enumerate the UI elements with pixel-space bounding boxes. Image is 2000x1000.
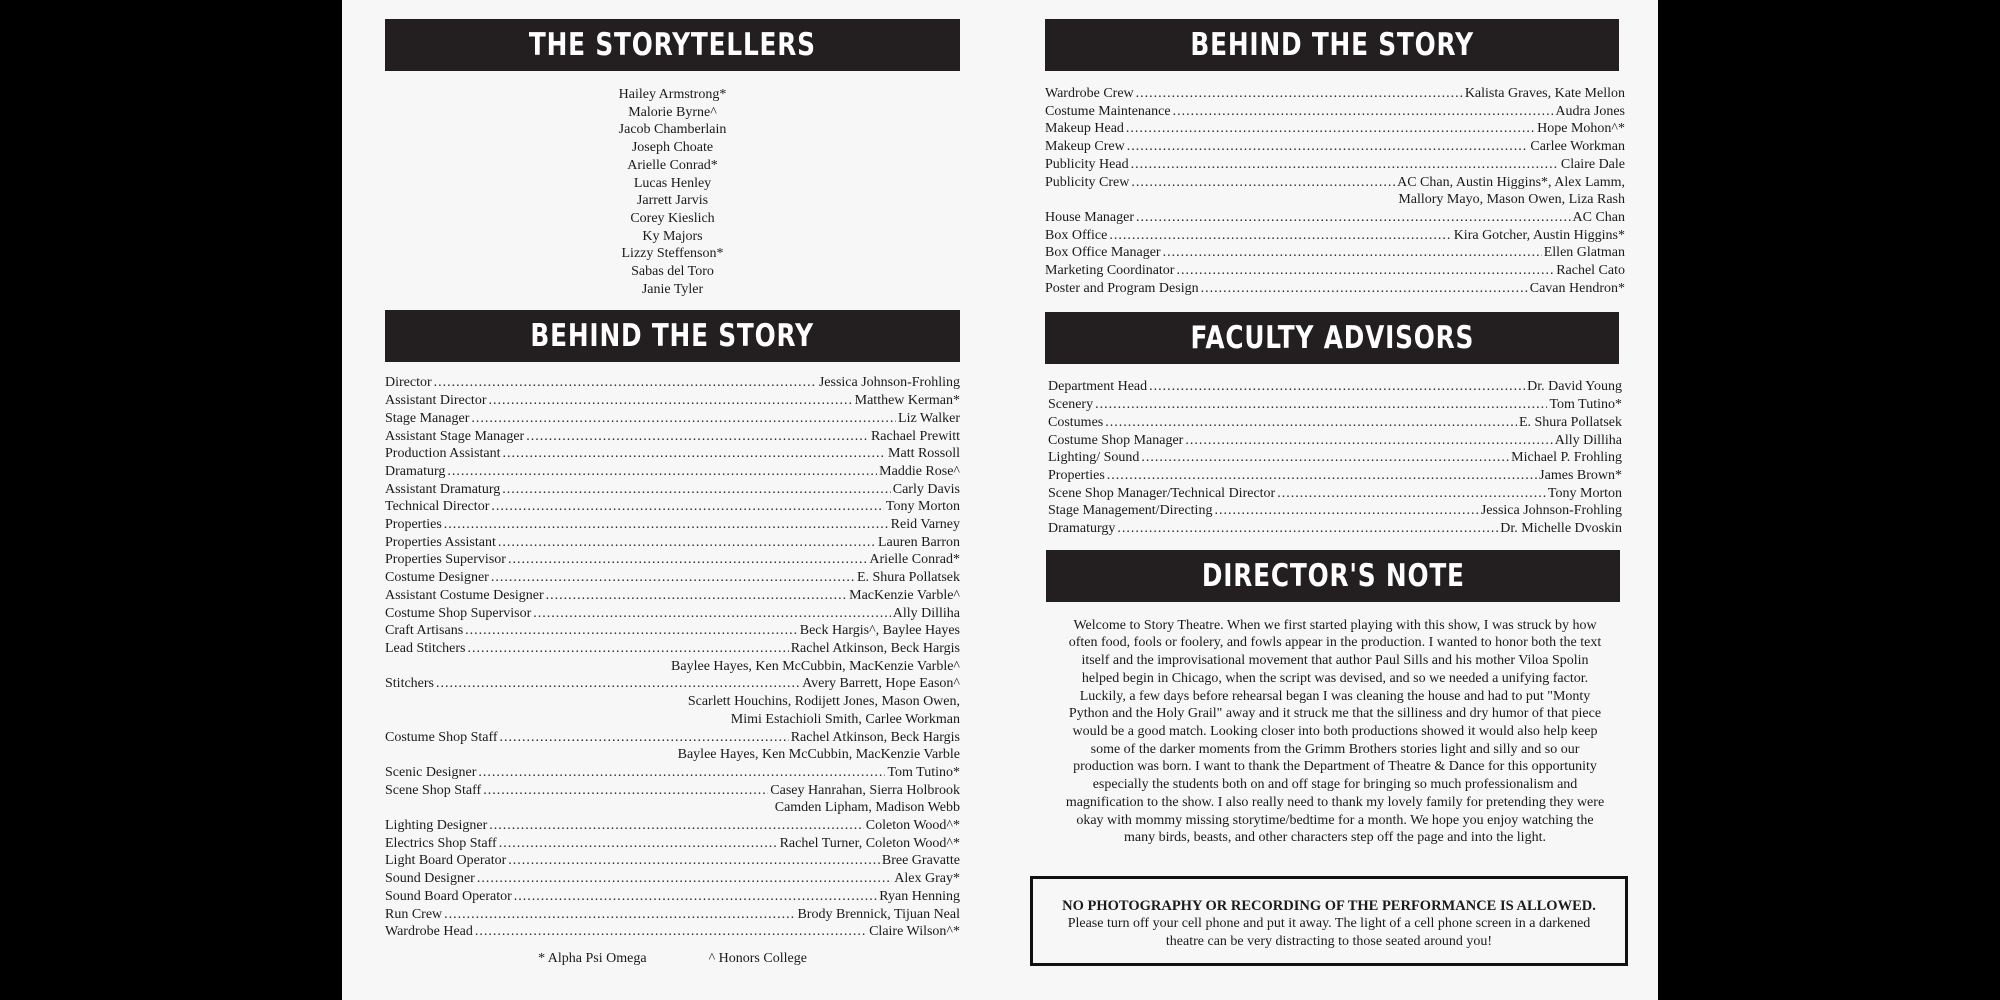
dot-leader xyxy=(1201,280,1528,298)
dot-leader xyxy=(488,392,852,410)
credit-row xyxy=(385,852,960,870)
dot-leader xyxy=(444,516,889,534)
credit-row xyxy=(385,835,960,853)
credit-name: Ryan Henning xyxy=(879,888,960,904)
faculty-title: FACULTY ADVISORS xyxy=(1190,320,1474,357)
note-line: some of the darker moments from the Grimm Brothers stories light and silly and so our xyxy=(1090,741,1580,757)
credit-row xyxy=(1048,502,1622,520)
credit-name: Tom Tutino* xyxy=(1549,397,1622,413)
credit-name: AC Chan xyxy=(1572,209,1625,225)
dot-leader xyxy=(500,729,789,747)
credit-name: Dr. David Young xyxy=(1527,379,1622,395)
dot-leader xyxy=(465,622,798,640)
credit-role: Production Assistant xyxy=(385,446,501,462)
dot-leader xyxy=(1141,449,1509,467)
behind-story-banner-left xyxy=(385,310,960,362)
dot-leader xyxy=(503,445,887,463)
credit-row xyxy=(385,729,960,747)
credit-name: Claire Dale xyxy=(1560,156,1625,172)
credit-name: Ellen Glatman xyxy=(1543,245,1625,261)
credit-name: Carlee Workman xyxy=(1530,139,1625,155)
credit-role: Scene Shop Staff xyxy=(385,782,482,798)
credit-role: Costumes xyxy=(1048,414,1104,430)
dot-leader xyxy=(502,481,891,499)
credit-name: Baylee Hayes, Ken McCubbin, MacKenzie Varble^ xyxy=(671,658,960,674)
credit-row xyxy=(1045,138,1625,156)
dot-leader xyxy=(1277,485,1546,503)
cast-list xyxy=(385,86,960,298)
footnote xyxy=(385,951,960,967)
credit-role: House Manager xyxy=(1045,209,1135,225)
cast-member: Hailey Armstrong* xyxy=(618,87,727,102)
credit-role: Assistant Stage Manager xyxy=(385,428,525,444)
credit-row xyxy=(385,870,960,888)
credit-role: Marketing Coordinator xyxy=(1045,263,1175,279)
credit-role: Run Crew xyxy=(385,906,443,922)
footnote-alpha-psi-omega: * Alpha Psi Omega xyxy=(538,950,647,966)
dot-leader xyxy=(491,498,884,516)
dot-leader xyxy=(533,605,890,623)
credit-name: Coleton Wood^* xyxy=(865,818,960,834)
credit-name: Kalista Graves, Kate Mellon xyxy=(1464,86,1625,101)
credit-name: Liz Walker xyxy=(898,410,960,426)
credit-row xyxy=(1045,174,1625,192)
credit-row xyxy=(385,622,960,640)
credit-row xyxy=(1045,120,1625,138)
credit-continuation xyxy=(385,693,960,711)
credit-name: Tony Morton xyxy=(1547,485,1622,501)
credit-row xyxy=(385,374,960,392)
cast-member: Arielle Conrad* xyxy=(627,157,718,173)
dot-leader xyxy=(1185,432,1552,450)
credit-name: Rachel Turner, Coleton Wood^* xyxy=(779,835,960,851)
credit-name: Jessica Johnson-Frohling xyxy=(818,375,960,391)
dot-leader xyxy=(499,835,778,853)
credit-row xyxy=(385,410,960,428)
credit-continuation xyxy=(385,746,960,764)
credit-name: Claire Wilson^* xyxy=(869,924,960,940)
faculty-credits xyxy=(1045,378,1625,537)
credit-role: Makeup Crew xyxy=(1045,139,1125,155)
dot-leader xyxy=(475,923,867,941)
credit-row xyxy=(385,817,960,835)
dot-leader xyxy=(1131,174,1395,192)
credit-name: E. Shura Pollatsek xyxy=(1518,414,1622,430)
credit-row xyxy=(1048,467,1622,485)
dot-leader xyxy=(483,782,768,800)
note-line: especially the students both on and off stage for bringing so much professionalism and xyxy=(1092,777,1578,793)
note-line: production was born. I want to thank the Department of Theatre & Dance for this opportunity xyxy=(1073,759,1597,775)
credit-role: Lead Stitchers xyxy=(385,640,466,656)
credit-role: Department Head xyxy=(1048,379,1148,395)
credit-row xyxy=(1048,520,1622,538)
dot-leader xyxy=(447,463,877,481)
faculty-banner xyxy=(1045,312,1619,364)
credit-name: Reid Varney xyxy=(890,517,960,533)
credit-row xyxy=(385,906,960,924)
credit-row xyxy=(1045,262,1625,280)
cast-member: Ky Majors xyxy=(642,228,703,244)
credit-role: Wardrobe Head xyxy=(385,924,473,940)
credit-role: Electrics Shop Staff xyxy=(385,835,497,851)
cast-member: Janie Tyler xyxy=(641,281,704,297)
credit-row xyxy=(1045,103,1625,121)
notice-line-1: Please turn off your cell phone and put it away. The light of a cell phone screen in a darkened xyxy=(1067,916,1591,931)
dot-leader xyxy=(1163,244,1542,262)
note-line: Luckily, a few days before rehearsal began I was cleaning the house and had to put "Monty xyxy=(1079,688,1591,704)
note-line: Welcome to Story Theatre. When we first started playing with this show, I was struck by how xyxy=(1073,617,1597,633)
credit-role: Properties Supervisor xyxy=(385,552,506,568)
credit-name: Scarlett Houchins, Rodijett Jones, Mason Owen, xyxy=(687,694,960,710)
crew-credits-left xyxy=(385,374,960,941)
credit-row xyxy=(1045,85,1625,103)
dot-leader xyxy=(491,569,855,587)
credit-row xyxy=(1048,432,1622,450)
note-line: Python and the Holy Grail" away and it struck me that the silliness and dry humor of that piece xyxy=(1068,706,1602,722)
credit-role: Stage Manager xyxy=(385,410,470,426)
program-spread xyxy=(342,0,1658,1000)
footnote-honors-college: ^ Honors College xyxy=(708,950,807,966)
credit-role: Stitchers xyxy=(385,676,434,692)
dot-leader xyxy=(1136,209,1570,227)
credit-name: Casey Hanrahan, Sierra Holbrook xyxy=(770,782,960,798)
credit-name: Baylee Hayes, Ken McCubbin, MacKenzie Varble xyxy=(677,747,960,763)
behind-story-title-right: BEHIND THE STORY xyxy=(1190,27,1474,63)
dot-leader xyxy=(1136,85,1463,103)
credit-role: Makeup Head xyxy=(1045,121,1124,137)
credit-role: Properties xyxy=(1048,467,1105,483)
dot-leader xyxy=(1131,156,1559,174)
credit-row xyxy=(385,640,960,658)
credit-row xyxy=(385,392,960,410)
credit-name: Kira Gotcher, Austin Higgins* xyxy=(1453,227,1625,243)
credit-row xyxy=(385,675,960,693)
credit-row xyxy=(1048,396,1622,414)
credit-row xyxy=(1048,485,1622,503)
credit-row xyxy=(385,498,960,516)
cast-member: Jarrett Jarvis xyxy=(636,193,709,209)
credit-role: Wardrobe Crew xyxy=(1045,86,1134,101)
credit-role: Lighting/ Sound xyxy=(1048,450,1140,466)
dot-leader xyxy=(514,888,878,906)
note-line: many birds, beasts, and other characters step off the page and into the light. xyxy=(1124,830,1546,846)
credit-name: Matt Rossoll xyxy=(888,446,960,462)
credit-name: Tony Morton xyxy=(885,499,960,515)
dot-leader xyxy=(467,640,788,658)
credit-role: Box Office Manager xyxy=(1045,245,1161,261)
storytellers-title: THE STORYTELLERS xyxy=(529,27,816,63)
behind-story-title-left: BEHIND THE STORY xyxy=(530,318,815,355)
credit-name: Jessica Johnson-Frohling xyxy=(1480,503,1622,519)
credit-role: Assistant Dramaturg xyxy=(385,481,501,497)
credit-role: Publicity Crew xyxy=(1045,174,1130,190)
dot-leader xyxy=(546,587,847,605)
cast-member: Sabas del Toro xyxy=(631,264,714,280)
credit-row xyxy=(385,463,960,481)
cast-member: Corey Kieslich xyxy=(630,210,715,226)
credit-role: Costume Shop Staff xyxy=(385,729,498,745)
credit-role: Stage Management/Directing xyxy=(1048,503,1213,519)
note-line: magnification to the show. I also really need to thank my lovely family for pretending they were xyxy=(1065,794,1605,810)
credit-name: James Brown* xyxy=(1539,467,1622,483)
credit-name: Lauren Barron xyxy=(877,534,960,550)
dot-leader xyxy=(1109,227,1451,245)
credit-name: Matthew Kerman* xyxy=(854,393,960,409)
dot-leader xyxy=(477,870,892,888)
credit-row xyxy=(1045,227,1625,245)
credit-name: Hope Mohon^* xyxy=(1537,121,1625,137)
credit-role: Technical Director xyxy=(385,499,490,515)
dot-leader xyxy=(444,906,795,924)
credit-name: AC Chan, Austin Higgins*, Alex Lamm, xyxy=(1397,174,1625,190)
credit-role: Costume Shop Manager xyxy=(1048,432,1184,448)
credit-row xyxy=(385,516,960,534)
credit-name: Beck Hargis^, Baylee Hayes xyxy=(799,623,960,639)
credit-name: Carly Davis xyxy=(892,481,960,497)
cast-member: Jacob Chamberlain xyxy=(618,122,727,138)
dot-leader xyxy=(471,410,896,428)
dot-leader xyxy=(436,675,800,693)
directors-note-banner xyxy=(1046,550,1620,602)
dot-leader xyxy=(1214,502,1478,520)
credit-row xyxy=(385,428,960,446)
credit-role: Scenic Designer xyxy=(385,764,477,780)
credit-name: Bree Gravatte xyxy=(881,853,960,869)
credit-continuation xyxy=(385,658,960,676)
credit-role: Publicity Head xyxy=(1045,156,1129,172)
credit-role: Properties Assistant xyxy=(385,534,496,550)
credit-row xyxy=(1048,449,1622,467)
credit-role: Properties xyxy=(385,517,442,533)
storytellers-banner xyxy=(385,19,960,71)
credit-row xyxy=(1045,156,1625,174)
credit-name: Ally Dilliha xyxy=(892,605,960,621)
dot-leader xyxy=(1117,520,1498,538)
cast-member: Malorie Byrne^ xyxy=(628,104,717,120)
credit-continuation xyxy=(385,799,960,817)
credit-name: Michael P. Frohling xyxy=(1511,450,1622,466)
credit-role: Dramaturg xyxy=(385,463,446,479)
note-line: helped begin in Chicago, when the script was devised, and so we needed a unifying factor. xyxy=(1081,670,1589,686)
credit-name: Rachel Atkinson, Beck Hargis xyxy=(790,729,960,745)
cast-member: Joseph Choate xyxy=(631,140,714,156)
notice-heading: NO PHOTOGRAPHY OR RECORDING OF THE PERFORMANCE IS ALLOWED. xyxy=(1062,898,1596,914)
credit-row xyxy=(1048,414,1622,432)
credit-continuation xyxy=(385,711,960,729)
credit-name: Arielle Conrad* xyxy=(869,552,960,568)
credit-name: Rachael Prewitt xyxy=(870,428,960,444)
credit-role: Dramaturgy xyxy=(1048,521,1116,537)
credit-role: Box Office xyxy=(1045,227,1108,243)
dot-leader xyxy=(508,852,880,870)
dot-leader xyxy=(526,428,869,446)
credit-name: Alex Gray* xyxy=(894,871,960,887)
credit-row xyxy=(385,605,960,623)
credit-name: Rachel Cato xyxy=(1556,263,1625,279)
credit-name: Brody Brennick, Tijuan Neal xyxy=(797,906,960,922)
credit-name: Audra Jones xyxy=(1555,103,1625,119)
note-line: itself and the improvisational movement that author Paul Sills and his mother Viloa Spolin xyxy=(1081,653,1589,669)
dot-leader xyxy=(498,534,876,552)
credit-role: Scenery xyxy=(1048,397,1094,413)
notice-line-2: theatre can be very distracting to those seated around you! xyxy=(1165,934,1493,949)
dot-leader xyxy=(1176,262,1554,280)
dot-leader xyxy=(434,374,817,392)
credit-row xyxy=(1045,244,1625,262)
credit-name: Rachel Atkinson, Beck Hargis xyxy=(790,640,960,656)
dot-leader xyxy=(478,764,885,782)
credit-role: Costume Designer xyxy=(385,570,489,586)
credit-role: Costume Shop Supervisor xyxy=(385,605,532,621)
credit-role: Director xyxy=(385,375,432,391)
directors-note-text xyxy=(1045,617,1625,847)
credit-name: E. Shura Pollatsek xyxy=(856,570,960,586)
credit-role: Light Board Operator xyxy=(385,853,507,869)
credit-name: Mallory Mayo, Mason Owen, Liza Rash xyxy=(1398,192,1625,208)
credit-name: Tom Tutino* xyxy=(887,764,960,780)
note-line: would be a good match. Looking closer into both productions showed it would also help keep xyxy=(1072,723,1598,739)
credit-name: Camden Lipham, Madison Webb xyxy=(774,800,960,816)
credit-row xyxy=(385,587,960,605)
dot-leader xyxy=(1127,138,1529,156)
credit-name: Dr. Michelle Dvoskin xyxy=(1500,521,1622,537)
cast-member: Lizzy Steffenson* xyxy=(621,246,724,262)
credit-role: Lighting Designer xyxy=(385,818,488,834)
credit-row xyxy=(1048,378,1622,396)
dot-leader xyxy=(1173,103,1554,121)
credit-name: Maddie Rose^ xyxy=(879,463,960,479)
credit-name: MacKenzie Varble^ xyxy=(849,587,960,603)
credit-name: Ally Dilliha xyxy=(1554,432,1622,448)
credit-row xyxy=(1045,209,1625,227)
dot-leader xyxy=(1107,467,1537,485)
crew-credits-right xyxy=(1045,85,1625,297)
no-photography-notice xyxy=(1030,876,1628,966)
credit-name: Cavan Hendron* xyxy=(1529,280,1625,296)
note-line: often food, fools or foolery, and fowls appear in the production. I wanted to honor both the text xyxy=(1068,635,1602,651)
credit-continuation xyxy=(1045,191,1625,209)
credit-role: Sound Board Operator xyxy=(385,888,512,904)
cast-member: Lucas Henley xyxy=(633,175,712,191)
note-line: okay with mommy missing storytime/bedtime for a month. We hope you enjoy watching the xyxy=(1076,812,1594,828)
credit-row xyxy=(385,534,960,552)
credit-role: Scene Shop Manager/Technical Director xyxy=(1048,485,1276,501)
credit-row xyxy=(385,445,960,463)
left-column xyxy=(385,19,960,967)
credit-row xyxy=(385,481,960,499)
dot-leader xyxy=(1126,120,1535,138)
credit-name: Avery Barrett, Hope Eason^ xyxy=(802,676,960,692)
directors-note-title: DIRECTOR'S NOTE xyxy=(1201,557,1465,594)
credit-role: Poster and Program Design xyxy=(1045,280,1199,296)
right-column xyxy=(1045,19,1625,847)
credit-row xyxy=(385,764,960,782)
credit-row xyxy=(385,551,960,569)
credit-role: Assistant Costume Designer xyxy=(385,587,544,603)
credit-name: Mimi Estachioli Smith, Carlee Workman xyxy=(730,711,960,727)
dot-leader xyxy=(508,551,867,569)
credit-row xyxy=(385,888,960,906)
dot-leader xyxy=(1095,396,1547,414)
behind-story-banner-right xyxy=(1045,19,1619,71)
credit-row xyxy=(385,782,960,800)
credit-role: Costume Maintenance xyxy=(1045,103,1171,119)
dot-leader xyxy=(1149,378,1525,396)
credit-role: Sound Designer xyxy=(385,871,475,887)
credit-row xyxy=(385,569,960,587)
dot-leader xyxy=(1105,414,1517,432)
credit-row xyxy=(1045,280,1625,298)
credit-row xyxy=(385,923,960,941)
dot-leader xyxy=(489,817,863,835)
credit-role: Craft Artisans xyxy=(385,623,464,639)
credit-role: Assistant Director xyxy=(385,393,487,409)
